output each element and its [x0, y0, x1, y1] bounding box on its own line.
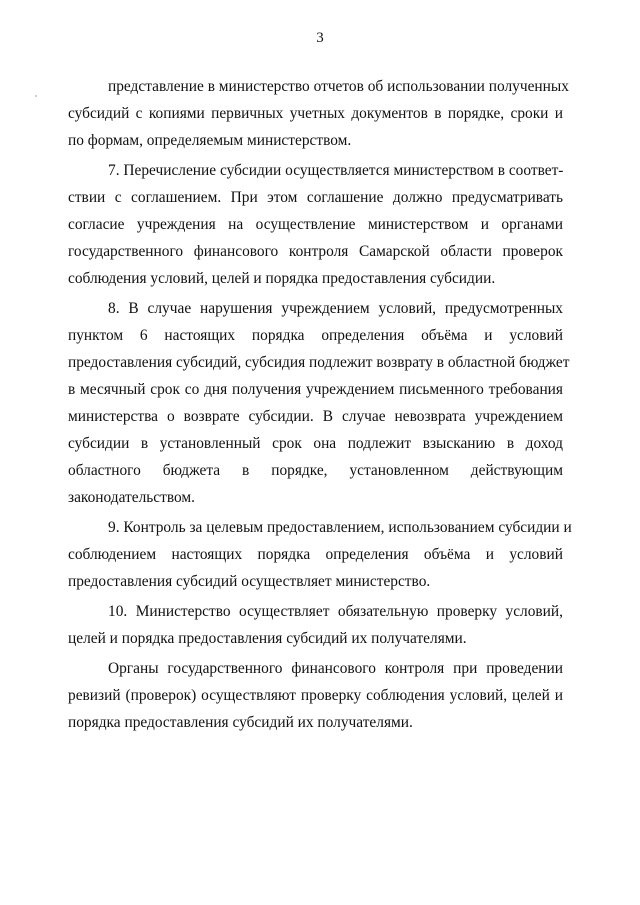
paragraph-9 — [68, 514, 572, 595]
text-line: соблюдением настоящих порядка определения объёма и условий — [68, 546, 563, 563]
text-line: субсидий с копиями первичных учетных документов в порядке, сроки и — [68, 105, 563, 122]
text-line: субсидии в установленный срок она подлежит взысканию в доход — [68, 435, 563, 452]
document-body — [68, 73, 572, 736]
text-line: соблюдения условий, целей и порядка предоставления субсидии. — [68, 270, 496, 287]
text-line: по формам, определяемым министерством. — [68, 132, 352, 149]
text-line: 8. В случае нарушения учреждением условий, предусмотренных — [108, 300, 563, 317]
paragraph-7 — [68, 157, 563, 292]
text-line: целей и порядка предоставления субсидий их получателями. — [68, 630, 467, 647]
text-line: государственного финансового контроля Самарской области проверок — [68, 243, 563, 260]
text-line: министерства о возврате субсидии. В случае невозврата учреждением — [68, 408, 563, 425]
text-line: предоставления субсидий осуществляет министерство. — [68, 573, 431, 590]
paragraph-continuation — [68, 73, 569, 154]
page-number: 3 — [316, 30, 324, 46]
text-line: Органы государственного финансового контроля при проведении — [108, 660, 563, 677]
text-line: ствии с соглашением. При этом соглашение должно предусматривать — [68, 189, 563, 206]
paragraph-8 — [68, 295, 570, 511]
text-line: представление в министерство отчетов об использовании полученных — [108, 78, 569, 95]
scan-margin-mark — [35, 95, 37, 97]
text-line: согласие учреждения на осуществление министерством и органами — [68, 216, 563, 233]
text-line: областного бюджета в порядке, установленном действующим — [68, 462, 563, 479]
text-line: в месячный срок со дня получения учреждением письменного требования — [68, 381, 563, 398]
text-line: 10. Министерство осуществляет обязательную проверку условий, — [108, 603, 563, 620]
paragraph-control-bodies — [68, 655, 563, 736]
text-line: ревизий (проверок) осуществляют проверку соблюдения условий, целей и — [68, 687, 563, 704]
text-line: 7. Перечисление субсидии осуществляется министерством в соответ- — [108, 162, 564, 179]
text-line: 9. Контроль за целевым предоставлением, использованием субсидии и — [108, 519, 572, 536]
paragraph-10 — [68, 598, 563, 652]
text-line: предоставления субсидий, субсидия подлежит возврату в областной бюджет — [68, 354, 570, 371]
text-line: порядка предоставления субсидий их получателями. — [68, 714, 413, 731]
text-line: законодательством. — [68, 489, 196, 506]
text-line: пунктом 6 настоящих порядка определения объёма и условий — [68, 327, 563, 344]
